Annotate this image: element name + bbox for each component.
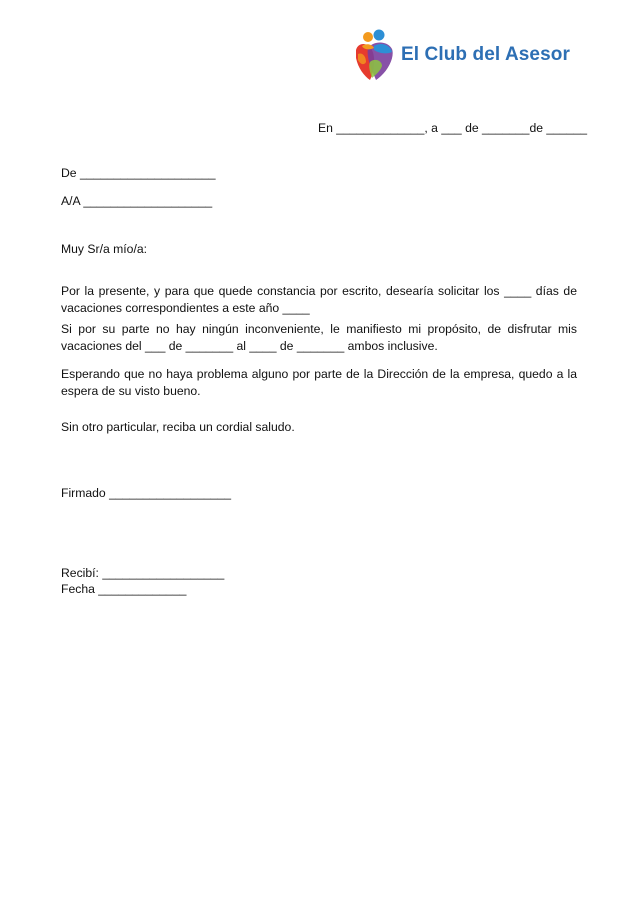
paragraph-request: Por la presente, y para que quede constancia por escrito, desearía solicitar los ____ días de vacaciones correspondientes a este año ____ <box>61 284 577 315</box>
paragraph-approval: Esperando que no haya problema alguno por parte de la Dirección de la empresa, quedo a la espera de su visto bueno. <box>61 367 577 398</box>
signature-line: Firmado __________________ <box>61 486 232 500</box>
company-logo <box>352 28 582 84</box>
date-line: En _____________, a ___ de _______de ______ <box>318 121 588 135</box>
logo-mark-icon <box>352 28 400 84</box>
logo-text: El Club del Asesor <box>401 44 570 65</box>
paragraph-dates: Si por su parte no hay ningún inconveniente, le manifiesto mi propósito, de disfrutar mis vacaciones del ___ de _______ al ____ de _______ ambos inclusive. <box>61 322 577 353</box>
recipient-line: A/A ___________________ <box>61 194 213 208</box>
greeting: Muy Sr/a mío/a: <box>61 242 148 256</box>
closing-line: Sin otro particular, reciba un cordial saludo. <box>61 420 295 434</box>
received-line: Recibí: __________________ <box>61 566 225 580</box>
sender-line: De ____________________ <box>61 166 216 180</box>
date-field-line: Fecha _____________ <box>61 582 187 596</box>
